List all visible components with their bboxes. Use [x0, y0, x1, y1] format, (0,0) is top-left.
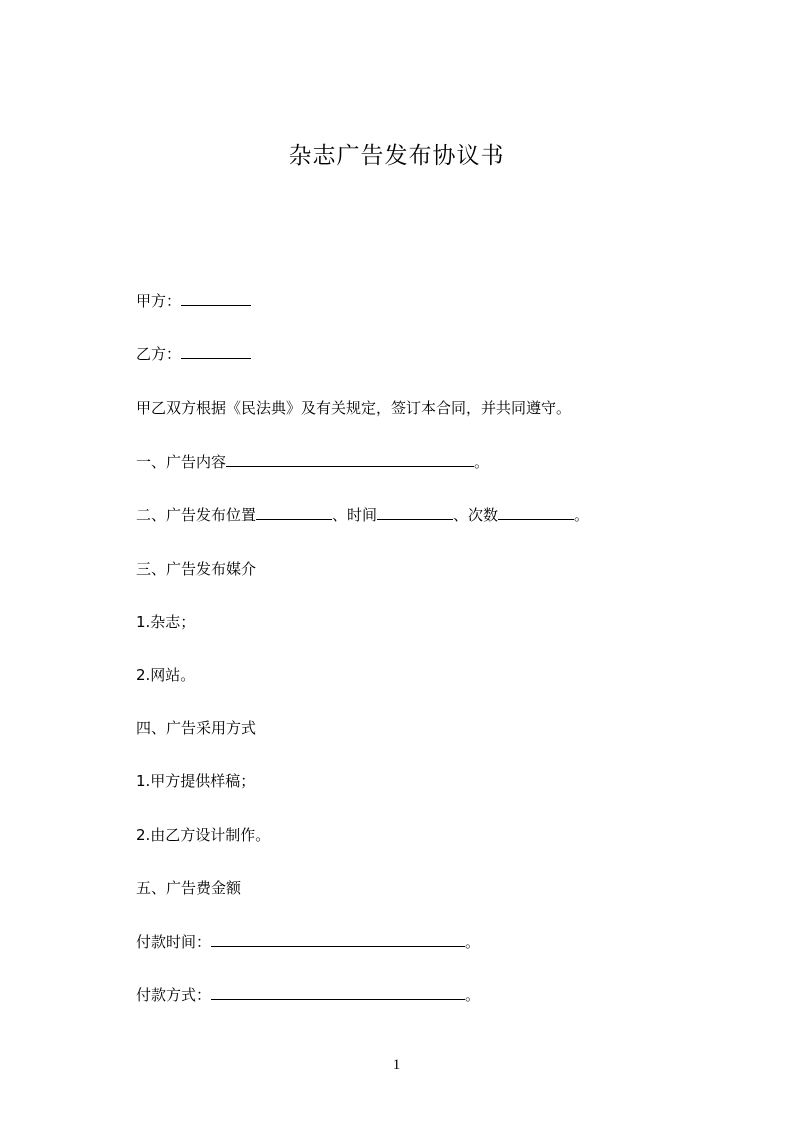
payment-time-blank: [211, 932, 465, 947]
payment-method-label: 付款方式：: [136, 986, 212, 1004]
payment-time-label: 付款时间：: [136, 933, 212, 951]
party-b-line: [136, 344, 251, 364]
payment-method-end: 。: [465, 986, 481, 1004]
clause3-item-1: 1.杂志；: [136, 613, 196, 631]
clause4-heading: 四、广告采用方式: [136, 719, 257, 737]
clause2-end: 。: [574, 506, 590, 524]
clause3-heading: 三、广告发布媒介: [136, 560, 257, 578]
preamble: 甲乙双方根据《民法典》及有关规定，签订本合同，并共同遵守。: [136, 399, 572, 417]
payment-time-end: 。: [465, 933, 481, 951]
clause5-heading: 五、广告费金额: [136, 879, 242, 897]
document-title: 杂志广告发布协议书: [288, 143, 505, 169]
party-a-label: 甲方：: [136, 292, 182, 310]
clause2-time-blank: [377, 505, 453, 520]
clause3-item-2: 2.网站。: [136, 666, 196, 684]
party-b-blank: [181, 344, 251, 359]
clause4-item-2: 2.由乙方设计制作。: [136, 826, 271, 844]
party-a-blank: [181, 291, 251, 306]
clause2-text: 二、广告发布位置: [136, 506, 257, 524]
clause2-count-label: 、次数: [453, 506, 499, 524]
clause4-item-1: 1.甲方提供样稿；: [136, 772, 256, 790]
clause1-text: 一、广告内容: [136, 453, 227, 471]
clause2-time-label: 、时间: [332, 506, 378, 524]
clause2-line: [136, 505, 589, 525]
payment-time-line: [136, 932, 480, 952]
payment-method-line: [136, 985, 480, 1005]
clause1-line: [136, 452, 489, 472]
clause1-end: 。: [474, 453, 490, 471]
party-b-label: 乙方：: [136, 345, 182, 363]
party-a-line: [136, 291, 251, 311]
payment-method-blank: [211, 985, 465, 1000]
clause2-count-blank: [498, 505, 574, 520]
page-number: 1: [392, 1057, 401, 1073]
clause1-blank: [226, 452, 474, 467]
clause2-position-blank: [256, 505, 332, 520]
